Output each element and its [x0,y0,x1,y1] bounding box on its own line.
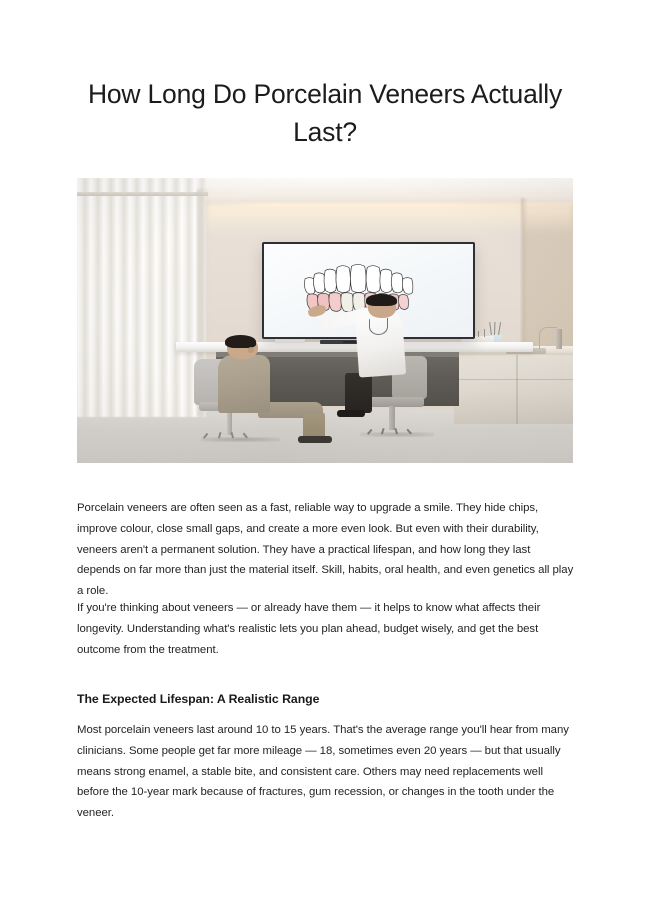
paragraph-2: If you're thinking about veneers — or already have them — it helps to know what affects their longevity. Understanding what's realistic lets you plan ahead, budget wisely, and get the best outcome from the treatment. [77,602,541,656]
page-title: How Long Do Porcelain Veneers Actually Last? [87,79,563,147]
clinic-room-scene [77,178,573,463]
article-hero-image [77,178,573,463]
paragraph-1: Porcelain veneers are often seen as a fast, reliable way to upgrade a smile. They hide chips, improve colour, close small gaps, and create a more even look. But even with their durability, veneers aren't a permanent solution. They have a practical lifespan, and how long they last depends on far more than just the material itself. Skill, habits, oral health, and even genetics all play a role. [77,502,574,597]
photo-vignette [77,178,573,463]
paragraph-3: Most porcelain veneers last around 10 to 15 years. That's the average range you'll hear from many clinicians. Some people get far more mileage — 18, sometimes even 20 years — but that usually means strong enamel, a stable bite, and consistent care. Others may need replacements well before the 10-year mark because of fractures, gum recession, or changes in the tooth under the veneer. [77,724,569,819]
section-heading-expected-lifespan: The Expected Lifespan: A Realistic Range [77,692,320,706]
